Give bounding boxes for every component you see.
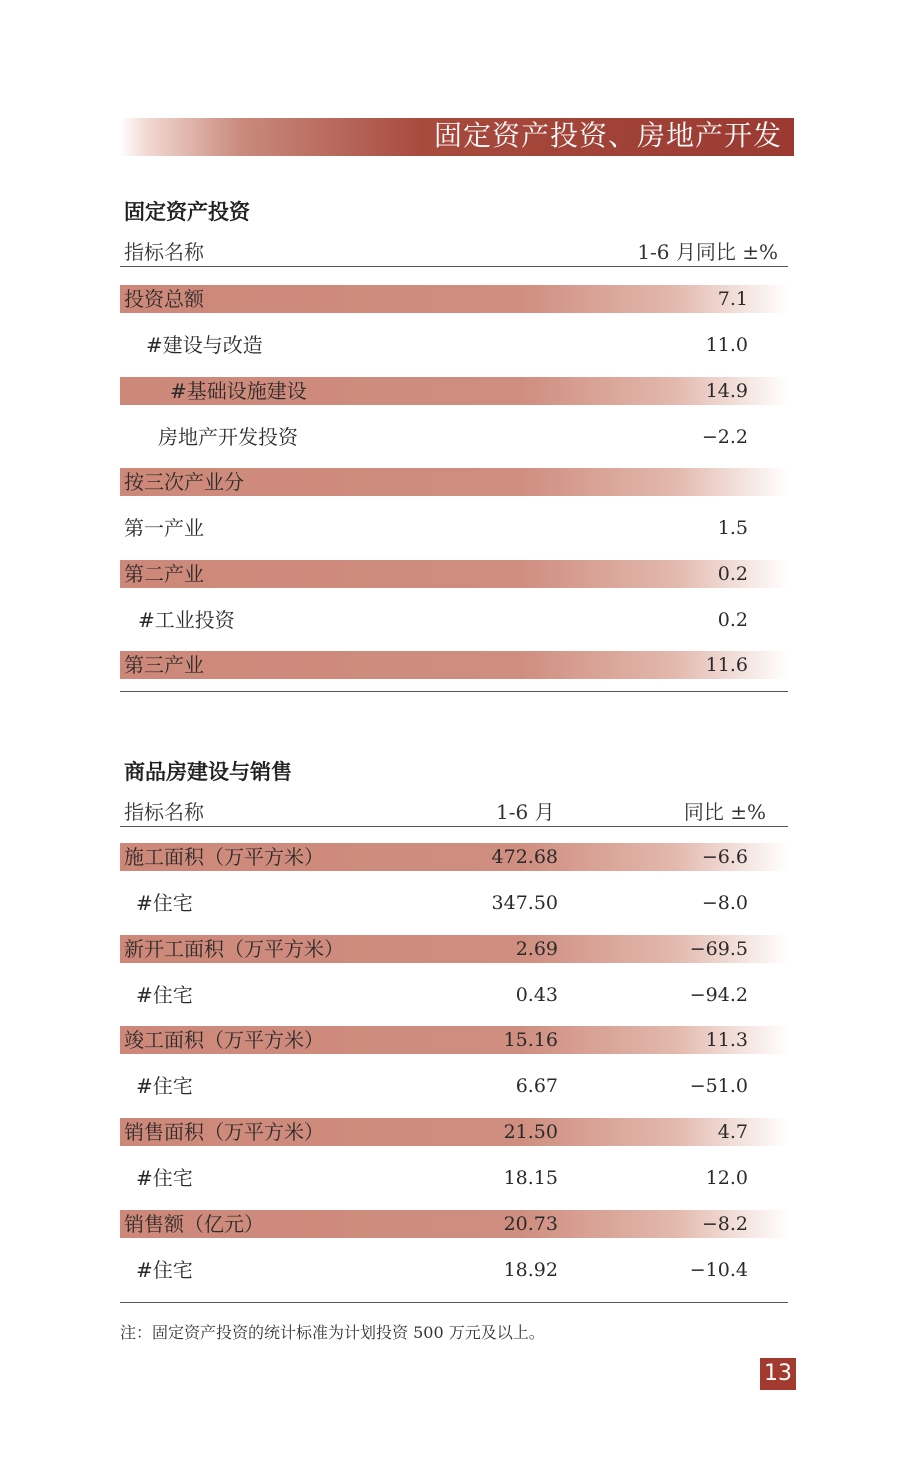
row-value-1: 15.16 xyxy=(503,1029,558,1051)
table-row xyxy=(120,560,788,588)
table-row xyxy=(120,935,788,963)
table-row xyxy=(120,1210,788,1238)
footnote: 注：固定资产投资的统计标准为计划投资 500 万元及以上。 xyxy=(120,1323,545,1342)
row-value-1: 2.69 xyxy=(515,938,558,960)
row-value: 7.1 xyxy=(717,288,748,310)
table-row xyxy=(120,1164,788,1192)
row-label: 销售面积（万平方米） xyxy=(124,1120,324,1144)
row-value-1: 472.68 xyxy=(491,846,558,868)
header-col1: 1-6 月 xyxy=(496,800,555,824)
header-col2: 同比 ±% xyxy=(683,800,766,824)
table-header xyxy=(120,240,788,267)
table-row xyxy=(120,468,788,496)
table-row xyxy=(120,331,788,359)
row-label: 竣工面积（万平方米） xyxy=(124,1028,324,1052)
row-label: #基础设施建设 xyxy=(170,379,307,403)
row-value-1: 0.43 xyxy=(515,984,558,1006)
row-value-2: −94.2 xyxy=(689,984,748,1006)
banner-title: 固定资产投资、房地产开发 xyxy=(433,119,782,152)
row-value-2: −51.0 xyxy=(689,1075,748,1097)
table-row xyxy=(120,1026,788,1054)
row-value-1: 18.15 xyxy=(503,1167,558,1189)
row-label: #住宅 xyxy=(136,1074,193,1098)
section-banner xyxy=(120,118,794,156)
table-row xyxy=(120,285,788,313)
row-value-2: −6.6 xyxy=(701,846,748,868)
row-label: #住宅 xyxy=(136,983,193,1007)
table-row xyxy=(120,423,788,451)
row-value: 0.2 xyxy=(717,563,748,585)
row-label: 第二产业 xyxy=(124,562,204,586)
row-value-1: 20.73 xyxy=(503,1213,558,1235)
row-label: #住宅 xyxy=(136,1258,193,1282)
table-row xyxy=(120,1256,788,1284)
row-value: 14.9 xyxy=(705,380,748,402)
row-value-2: −10.4 xyxy=(689,1259,748,1281)
table-row xyxy=(120,843,788,871)
row-label: #住宅 xyxy=(136,891,193,915)
row-value-1: 21.50 xyxy=(503,1121,558,1143)
table-row xyxy=(120,651,788,679)
row-label: 投资总额 xyxy=(124,287,204,311)
table-row xyxy=(120,1072,788,1100)
row-value: 1.5 xyxy=(717,517,748,539)
row-label: #住宅 xyxy=(136,1166,193,1190)
table-row xyxy=(120,377,788,405)
row-label: #建设与改造 xyxy=(146,333,263,357)
row-value-1: 347.50 xyxy=(491,892,558,914)
row-value-2: 11.3 xyxy=(705,1029,748,1051)
table-header xyxy=(120,800,788,827)
row-value-2: 12.0 xyxy=(705,1167,748,1189)
row-value: 11.0 xyxy=(705,334,748,356)
page-number: 13 xyxy=(760,1358,796,1390)
table-bottom-rule xyxy=(120,691,788,692)
row-value: 0.2 xyxy=(717,609,748,631)
row-label: 按三次产业分 xyxy=(124,470,244,494)
row-value-2: −69.5 xyxy=(689,938,748,960)
table-row xyxy=(120,1118,788,1146)
row-value-2: 4.7 xyxy=(717,1121,748,1143)
row-label: 新开工面积（万平方米） xyxy=(124,937,344,961)
row-value: 11.6 xyxy=(705,654,748,676)
table-bottom-rule xyxy=(120,1302,788,1303)
row-label: 施工面积（万平方米） xyxy=(124,845,324,869)
row-value-1: 18.92 xyxy=(503,1259,558,1281)
row-label: 销售额（亿元） xyxy=(124,1212,264,1236)
row-value-2: −8.0 xyxy=(701,892,748,914)
table-row xyxy=(120,889,788,917)
row-label: 第三产业 xyxy=(124,653,204,677)
row-value-1: 6.67 xyxy=(515,1075,558,1097)
section-title-housing: 商品房建设与销售 xyxy=(124,760,292,784)
row-label: 房地产开发投资 xyxy=(158,425,298,449)
row-label: #工业投资 xyxy=(138,608,235,632)
table-row xyxy=(120,981,788,1009)
header-value: 1-6 月同比 ±% xyxy=(637,240,778,264)
section-title-fixed-asset: 固定资产投资 xyxy=(124,200,250,224)
table-row xyxy=(120,606,788,634)
header-name: 指标名称 xyxy=(124,800,204,824)
row-label: 第一产业 xyxy=(124,516,204,540)
row-value: −2.2 xyxy=(701,426,748,448)
table-row xyxy=(120,514,788,542)
row-value-2: −8.2 xyxy=(701,1213,748,1235)
header-name: 指标名称 xyxy=(124,240,204,264)
